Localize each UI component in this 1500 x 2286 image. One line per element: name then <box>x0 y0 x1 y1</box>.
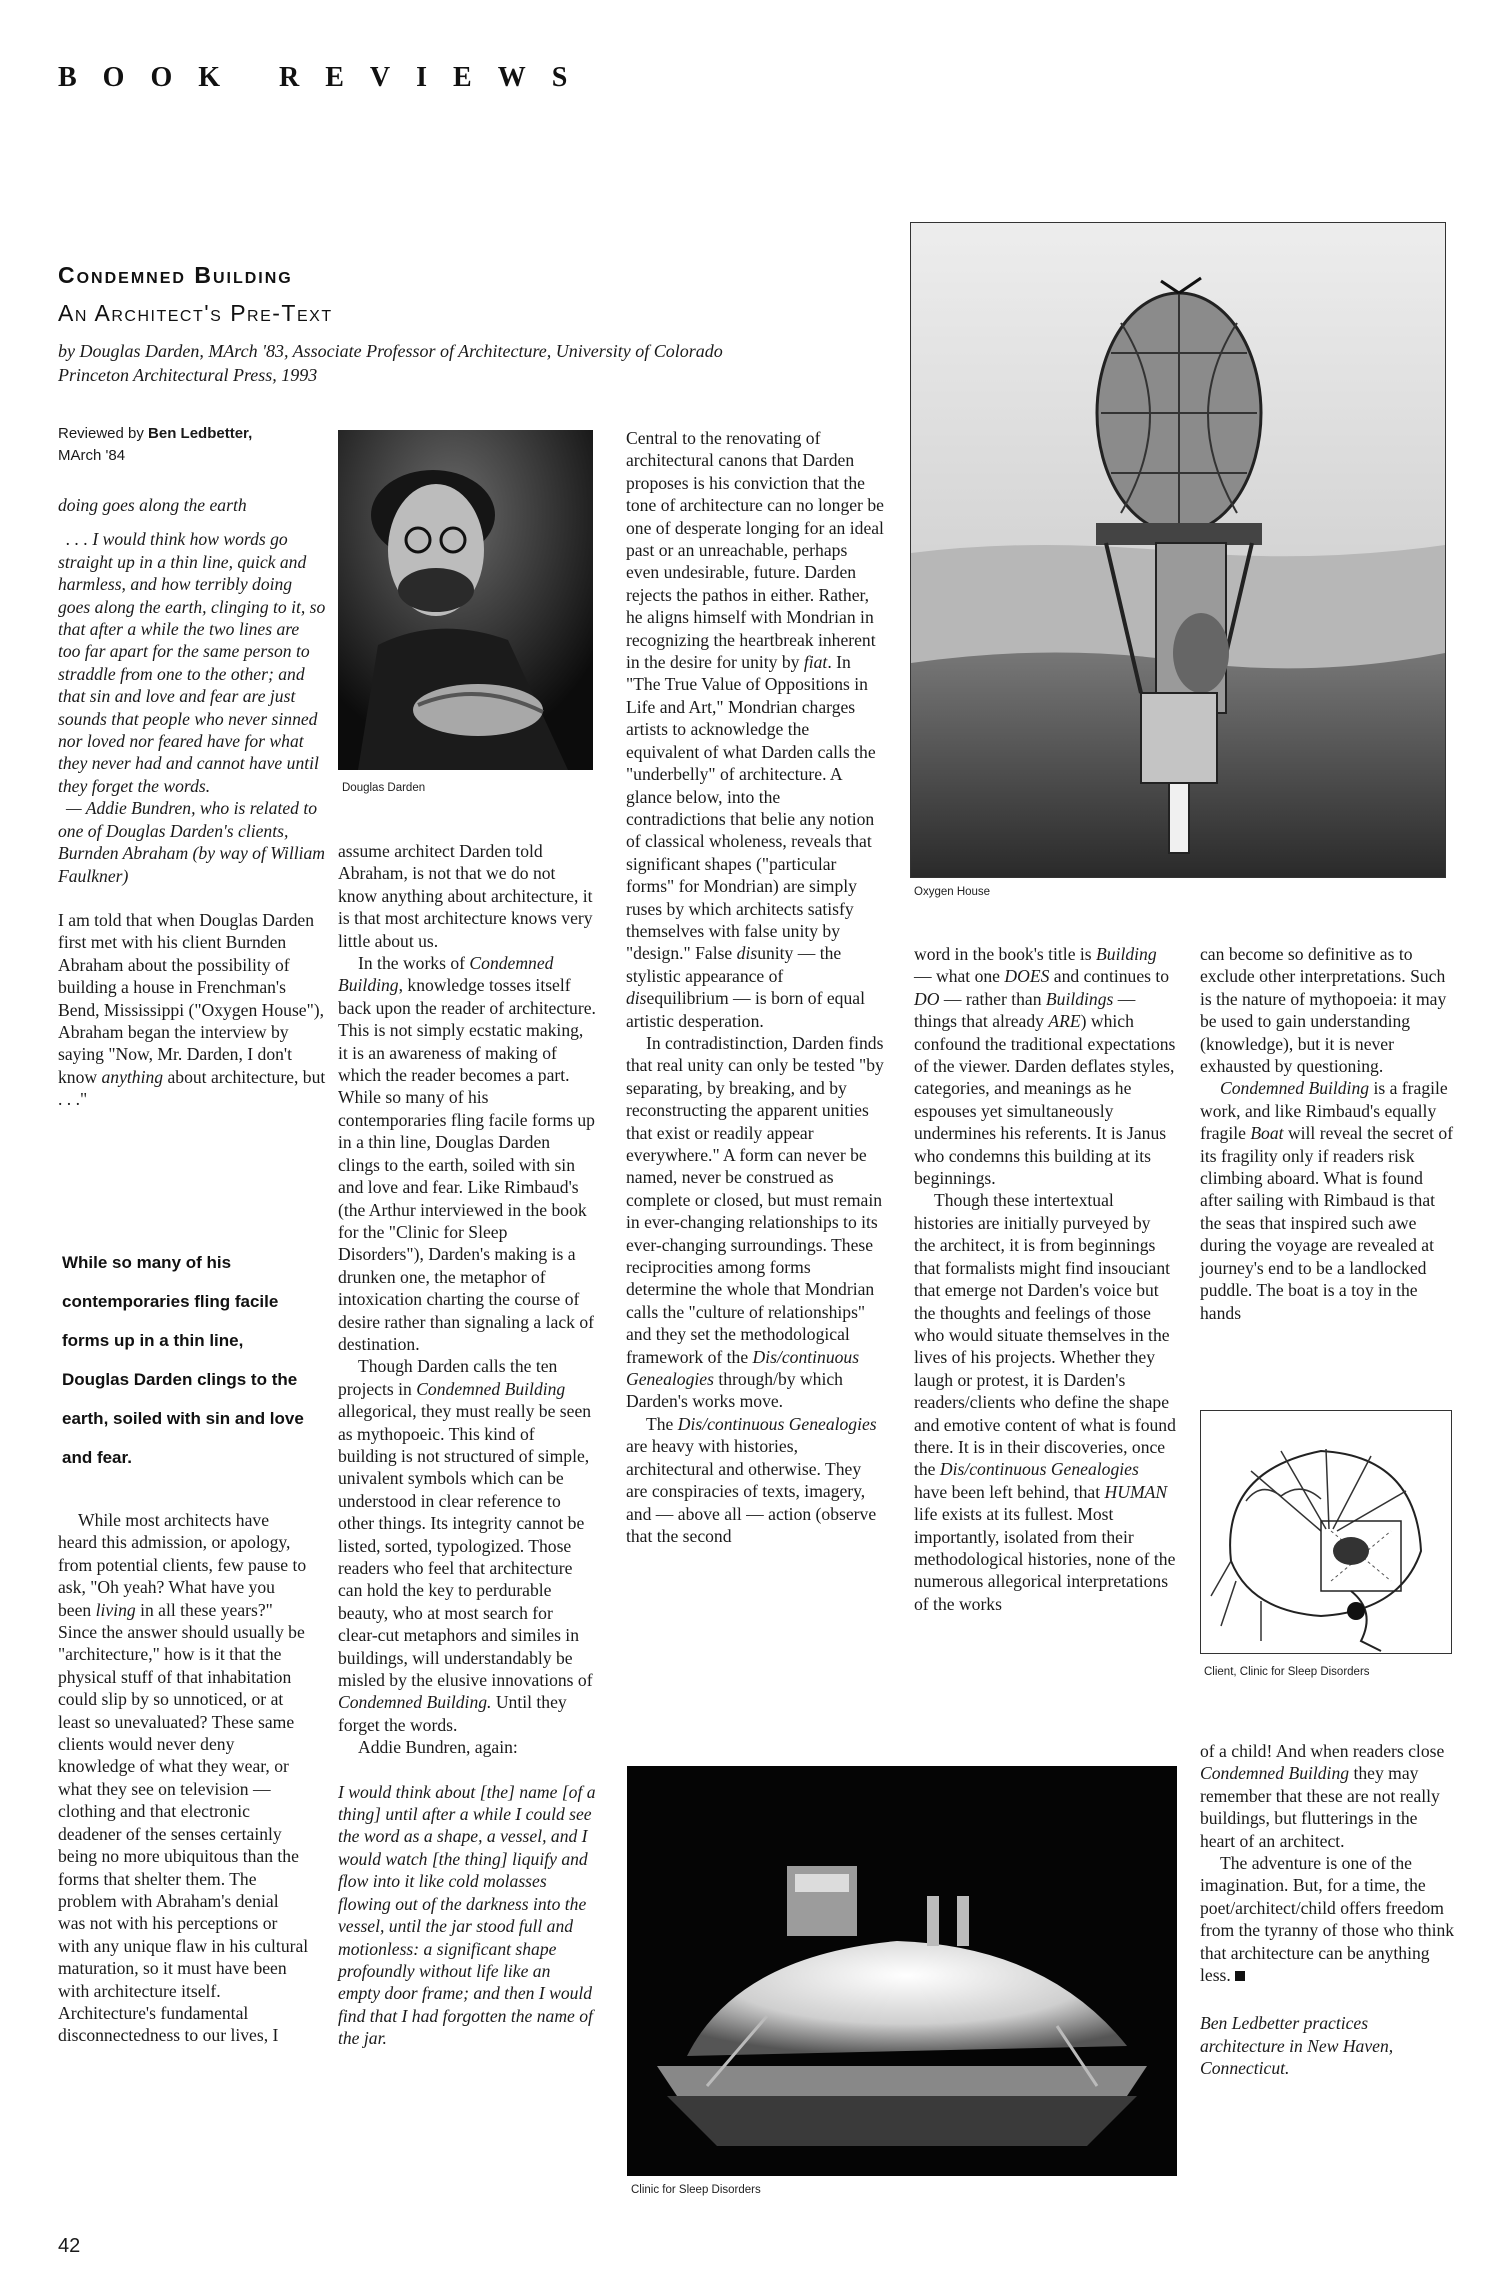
oxygen-house-drawing <box>911 223 1445 877</box>
reviewer-name: Ben Ledbetter, <box>148 425 253 442</box>
paragraph: of a child! And when readers close Condemned Building they may remember that these are not really buildings, but flutterings in the heart of an architect. <box>1200 1741 1445 1851</box>
paragraph: In contradistinction, Darden finds that real unity can only be tested "by separating, by breaking, and by reconstructing the apparent unities that exist or readily appear everywhere." A form can never be named, never be construed as complete or closed, but must remain in ever-changing relationships to its ever-changing surroundings. These reciprocities among forms determine the whole that Mondrian calls the "culture of relationships" and they set the methodological framework of the Dis/continuous Genealogies through/by which Darden's works move. <box>626 1032 884 1412</box>
epigraph-lead: doing goes along the earth <box>58 495 247 515</box>
byline-publisher: Princeton Architectural Press, 1993 <box>58 365 318 385</box>
paragraph: The adventure is one of the imagination. But, for a time, the poet/architect/child offers freedom from the tyranny of those who think that architecture can be anything less. <box>1200 1853 1455 1986</box>
paragraph: In the works of Condemned Building, knowledge tosses itself back upon the reader of architecture. This is not simply ecstatic making, it is an awareness of making of which the reader becomes a part. While so many of his contemporaries fling facile forms up in a thin line, Douglas Darden clings to the earth, soiled with sin and love and fear. Like Rimbaud's (the Arthur interviewed in the book for the "Clinic for Sleep Disorders"), Darden's making is a drunken one, the metaphor of intoxication charting the course of desire rather than signaling a lack of destination. <box>338 953 596 1354</box>
column-5-continued <box>1200 1740 1456 2080</box>
page-number: 42 <box>58 2235 81 2257</box>
block-quote: I would think about [the] name [of a thing] until after a while I could see the word as a shape, a vessel, and I would watch [the thing] liquify and flow into it like cold molasses flowing out of the darkness into the vessel, until the jar stood full and motionless: a significant shape profoundly without life like an empty door frame; and then I would find that I had forgotten the name of the jar. <box>338 1781 596 2049</box>
paragraph: The Dis/continuous Genealogies are heavy with histories, architectural and otherwise. They are conspiracies of texts, imagery, and — above all — action (observe that the second <box>626 1413 877 1546</box>
column-1-continued <box>58 1509 310 2047</box>
reviewer-credit <box>58 423 298 467</box>
pull-quote: While so many of his contemporaries fling facile forms up in a thin line, Douglas Darden clings to the earth, soiled with sin and love and fear. <box>62 1253 304 1467</box>
client-sketch-caption: Client, Clinic for Sleep Disorders <box>1204 1666 1370 1678</box>
paragraph: can become so definitive as to exclude other interpretations. Such is the nature of mythopoeia: it may be used to gain understanding (knowledge), but it is never exhausted by questioning. <box>1200 944 1447 1077</box>
article-title: Condemned Building <box>58 262 293 288</box>
reviewer-prefix: Reviewed by <box>58 425 149 442</box>
oxygen-house-caption: Oxygen House <box>914 886 991 898</box>
clinic-model-illustration <box>627 1766 1177 2176</box>
paragraph: While most architects have heard this admission, or apology, from potential clients, few pause to ask, "Oh yeah? What have you been living in all these years?" Since the answer should usually be "architecture," how is it that the physical stuff of that inhabitation could slip by so unnoticed, or at least so unevaluated? These same clients would never deny knowledge of what they wear, or what they see on television — clothing and that electronic deadener of the senses certainly being no more ubiquitous than the forms that shelter them. The problem with Abraham's denial was not with his perceptions or with any unique flaw in his cultural maturation, so it must have been with architecture itself. Architecture's fundamental disconnectedness to our lives, I <box>58 1510 309 2046</box>
portrait-caption: Douglas Darden <box>342 782 426 794</box>
author-bio: Ben Ledbetter practices architecture in New Haven, Connecticut. <box>1200 2013 1394 2079</box>
column-3 <box>626 427 884 1547</box>
oxygen-house-figure <box>910 222 1446 878</box>
article-subtitle: An Architect's Pre-Text <box>58 300 333 326</box>
clinic-model-caption: Clinic for Sleep Disorders <box>631 2184 761 2196</box>
byline-author: by Douglas Darden, MArch '83, Associate Professor of Architecture, University of Colorado <box>58 341 723 361</box>
column-5 <box>1200 943 1456 1324</box>
end-mark <box>1235 1971 1245 1981</box>
paragraph: Condemned Building is a fragile work, and like Rimbaud's equally fragile Boat will reveal the secret of its fragility only if readers risk climbing aboard. What is found after sailing with Rimbaud is that the seas that inspired such awe during the voyage are revealed at journey's end to be a landlocked puddle. The boat is a toy in the hands <box>1200 1078 1454 1323</box>
paragraph: I am told that when Douglas Darden first met with his client Burnden Abraham about the possibility of building a house in Frenchman's Bend, Mississippi ("Oxygen House"), Abraham began the interview by saying "Now, Mr. Darden, I don't know anything about architecture, but . . ." <box>58 909 326 1110</box>
client-sketch-drawing <box>1201 1411 1451 1653</box>
epigraph-attribution: — Addie Bundren, who is related to one of Douglas Darden's clients, Burnden Abraham (by way of William Faulkner) <box>58 798 325 886</box>
column-4 <box>914 943 1176 1615</box>
epigraph: . . . I would think how words go straight up in a thin line, quick and harmless, and how terribly doing goes along the earth, clinging to it, so that after a while the two lines are too far apart for the same person to straddle from one to the other; and that sin and love and fear are just sounds that people who never sinned nor loved nor feared have for what they never had and cannot have until they forget the words. <box>58 529 326 796</box>
byline <box>58 339 858 387</box>
paragraph: Central to the renovating of architectural canons that Darden proposes is his conviction that the tone of architecture can no longer be one of desperate longing for an ideal past or an unreachable, perhaps even undesirable, future. Darden rejects the pathos in either. Rather, he aligns himself with Mondrian in recognizing the heartbreak inherent in the desire for unity by fiat. In "The True Value of Oppositions in Life and Art," Mondrian charges artists to acknowledge the equivalent of what Darden calls the "underbelly" of architecture. A glance below, into the contradictions that belie any notion of classical wholeness, reveals that significant shapes ("particular forms" for Mondrian) are simply ruses by which architects satisfy themselves with false unity by "design." False disunity — the stylistic appearance of disequilibrium — is born of equal artistic desperation. <box>626 428 884 1031</box>
paragraph: Though Darden calls the ten projects in Condemned Building allegorical, they must really be seen as mythopoeic. This kind of building is not structured of simple, univalent symbols which can be understood in clear reference to other things. Its integrity cannot be listed, sorted, typologized. Those readers who feel that architecture can hold the key to perdurable beauty, who at most search for clear-cut metaphors and similes in buildings, will understandably be misled by the elusive innovations of Condemned Building. Until they forget the words. <box>338 1356 593 1735</box>
portrait-photo <box>338 430 593 770</box>
clinic-model-photo <box>627 1766 1177 2176</box>
paragraph: assume architect Darden told Abraham, is not that we do not know anything about architecture, it is that most architecture knows very little about us. <box>338 841 593 951</box>
paragraph: Addie Bundren, again: <box>358 1737 518 1758</box>
running-head: BOOK REVIEWS <box>58 62 594 93</box>
client-sketch-figure <box>1200 1410 1452 1654</box>
column-2 <box>338 840 596 2050</box>
reviewer-degree: MArch '84 <box>58 447 126 464</box>
portrait-illustration <box>338 430 593 770</box>
paragraph: word in the book's title is Building — what one DOES and continues to DO — rather than Buildings — things that already ARE) which confound the traditional expectations of the viewer. Darden deflates styles, categories, and meanings as he espouses yet simultaneously undermines his referents. It is Janus who condemns this building at its beginnings. <box>914 944 1176 1189</box>
column-1 <box>58 494 326 1111</box>
paragraph: Though these intertextual histories are initially purveyed by the architect, it is from beginnings that formalists might find insouciant that emerge not Darden's voice but the thoughts and feelings of those who would situate themselves in the lives of his projects. Whether they laugh or protest, it is Darden's readers/clients who define the shape and emotive content of what is found there. It is in their discoveries, once the Dis/continuous Genealogies have been left behind, that HUMAN life exists at its fullest. Most importantly, isolated from their methodological histories, none of the numerous allegorical interpretations of the works <box>914 1190 1176 1614</box>
